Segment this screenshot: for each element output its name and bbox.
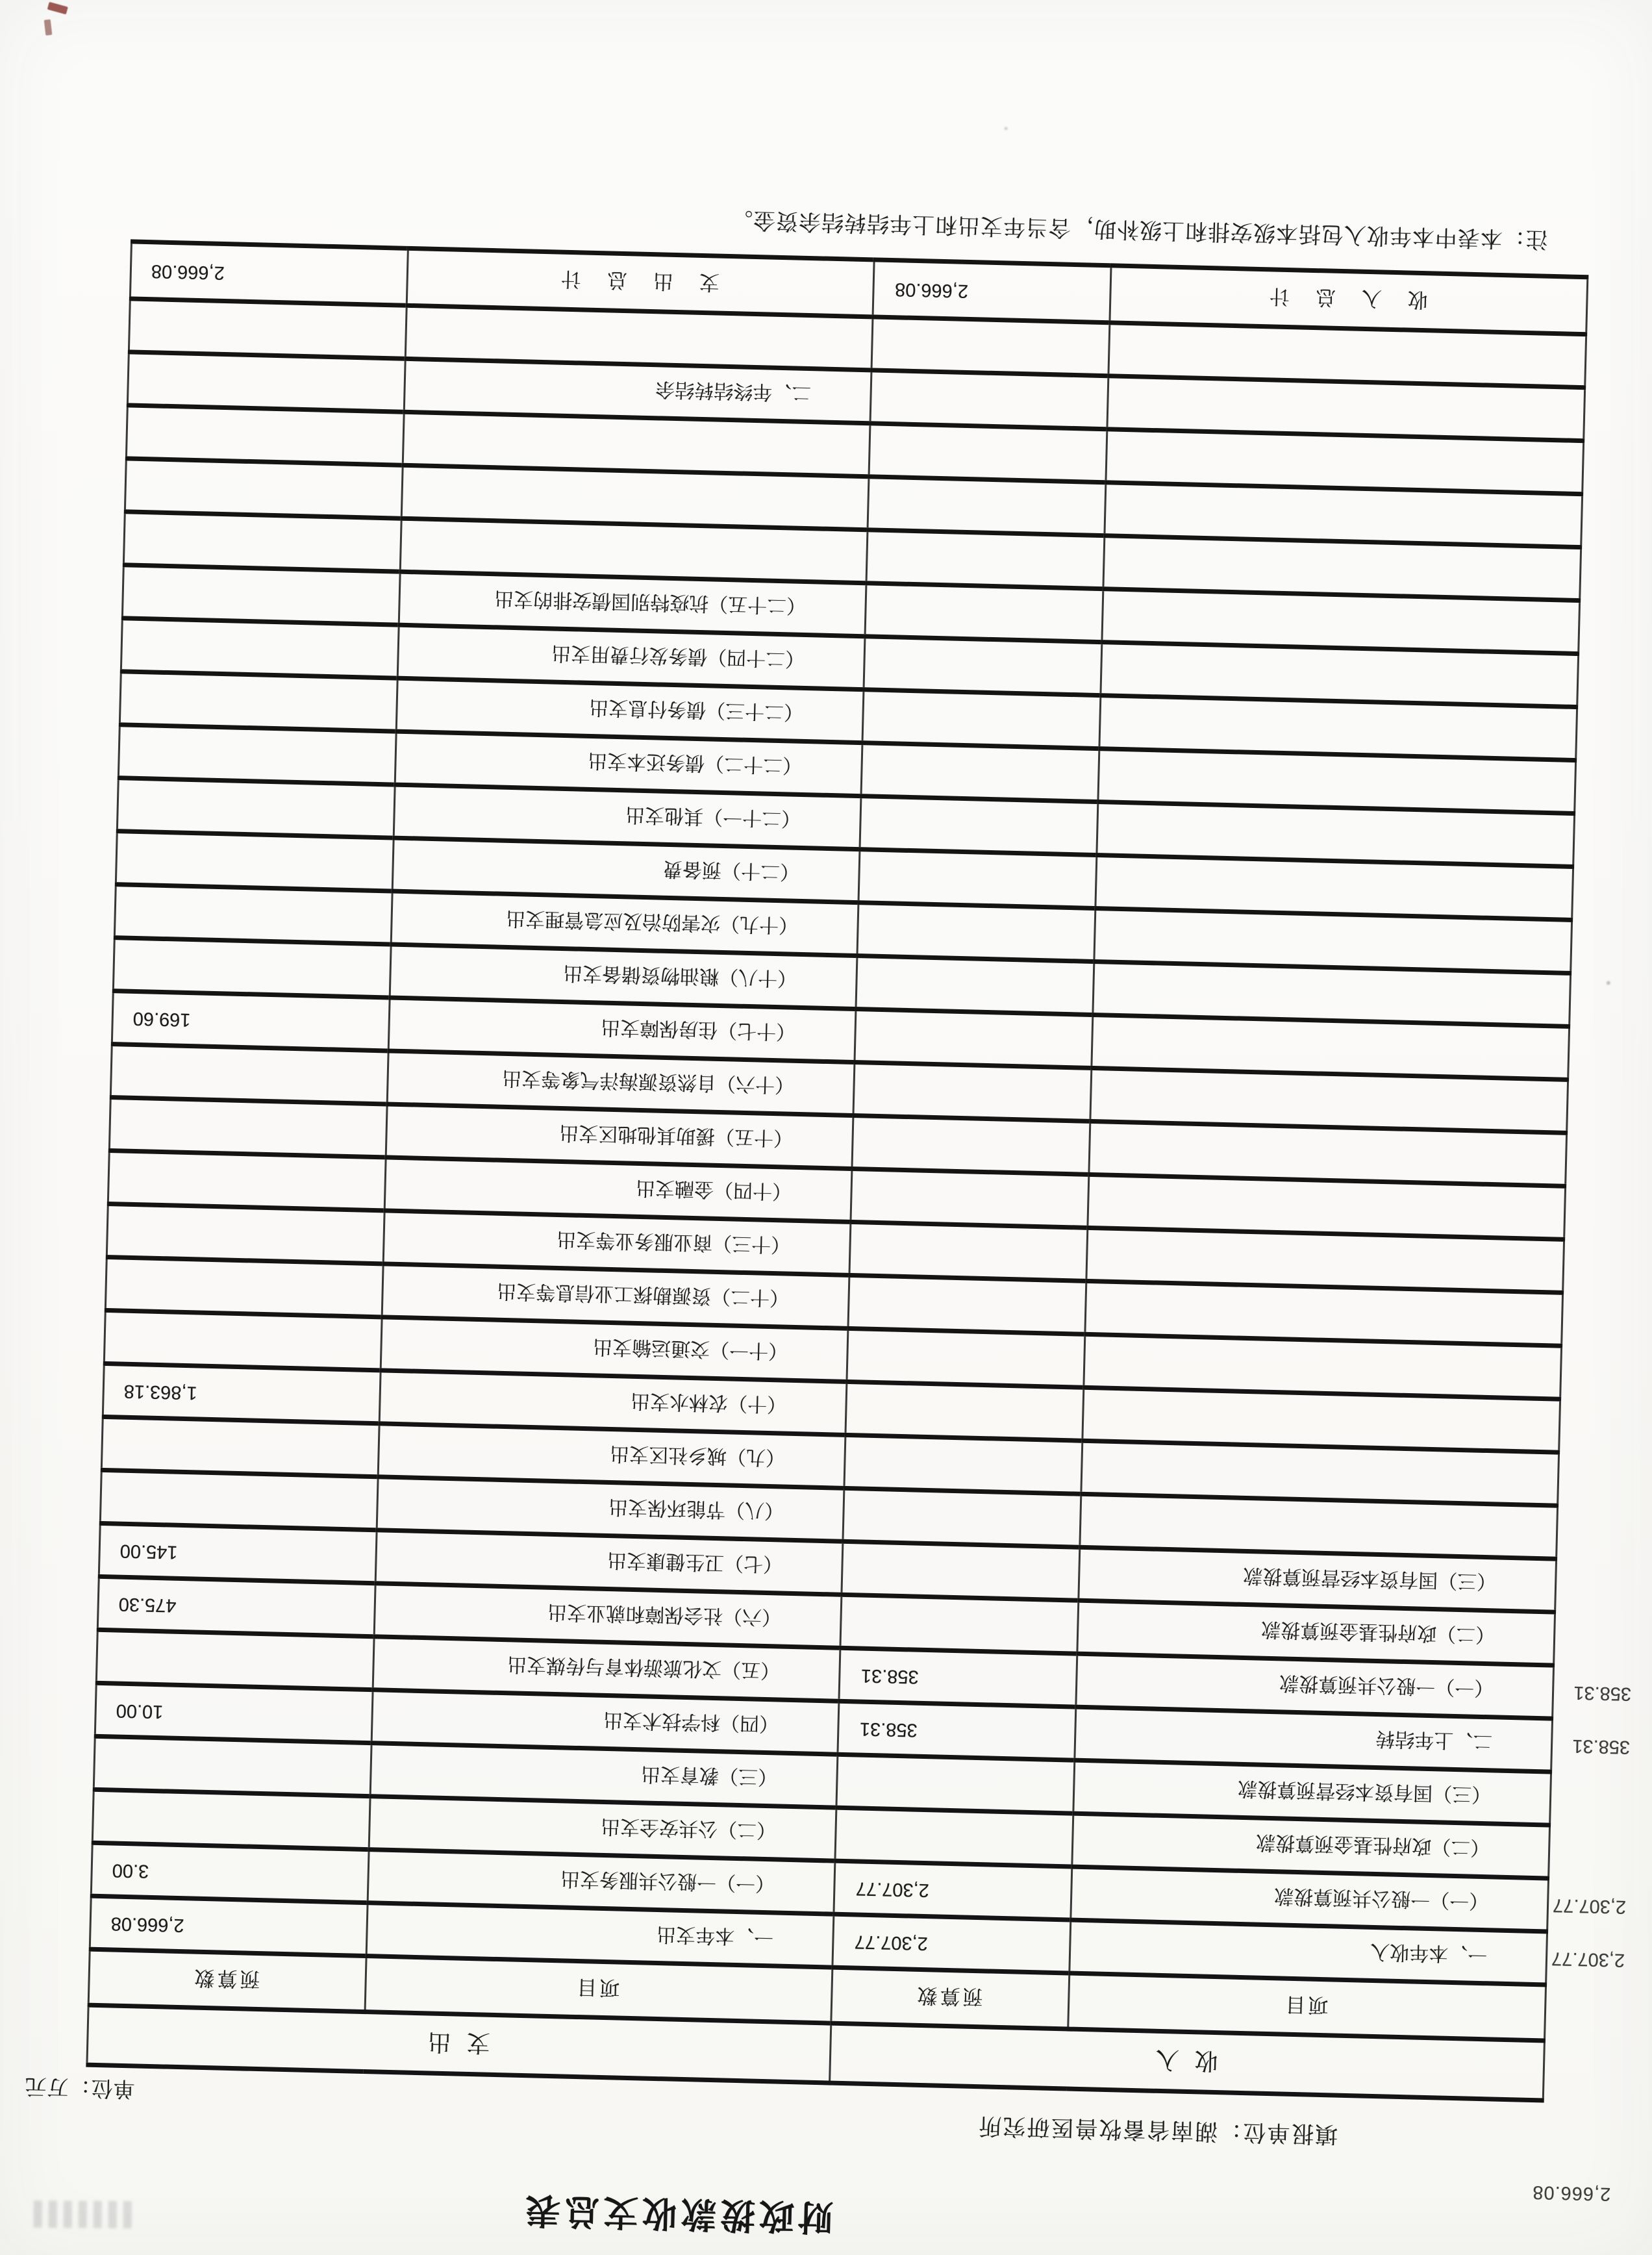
income-budget-cell [851, 1168, 1089, 1228]
income-budget-cell [862, 690, 1101, 749]
income-budget-cell [842, 1488, 1081, 1547]
expenditure-budget-cell [129, 299, 406, 359]
expenditure-item-cell: （二）公共安全支出 [369, 1796, 836, 1861]
expenditure-item-cell: 一、本年支出 [366, 1903, 834, 1968]
expenditure-item-cell: （五）文化旅游体育与传媒支出 [373, 1637, 840, 1702]
income-budget-cell: 2,307.77 [833, 1861, 1071, 1920]
income-item-column-header: 项目 [1068, 1973, 1546, 2041]
expenditure-item-cell: （二十）预备费 [392, 838, 860, 903]
expenditure-item-cell: （十五）援助其他地区支出 [386, 1104, 853, 1169]
table-footnote: 注：本表中本年收入包括本级安排和上级补助，含当年支出和上年结转结余资金。 [729, 207, 1549, 252]
expenditure-budget-cell [125, 459, 402, 518]
page-title: 财政拨款收支总表 [521, 2190, 834, 2237]
expenditure-item-cell: （十二）资源勘探工业信息等支出 [382, 1264, 849, 1329]
scan-smudge [28, 2200, 132, 2228]
expenditure-item-cell: （八）节能环保支出 [377, 1477, 844, 1542]
expenditure-budget-cell [109, 1098, 386, 1157]
expenditure-budget-cell: 10.00 [95, 1683, 372, 1743]
expenditure-total-value: 2,666.08 [130, 242, 408, 305]
income-budget-cell [841, 1541, 1079, 1600]
expenditure-budget-cell [123, 512, 401, 572]
scan-mark [44, 19, 53, 36]
income-item-cell: （一）一般公共预算拨款 2,307.77 [1071, 1867, 1549, 1932]
expenditure-budget-cell: 3.00 [91, 1843, 368, 1902]
expenditure-budget-cell: 145.00 [99, 1523, 376, 1583]
expenditure-budget-cell [116, 831, 393, 891]
expenditure-item-cell: （九）城乡社区支出 [378, 1424, 845, 1489]
expenditure-budget-cell [94, 1736, 371, 1796]
expenditure-budget-cell [110, 1044, 388, 1104]
income-budget-cell [865, 583, 1103, 642]
expenditure-item-cell: （六）社会保障和就业支出 [374, 1583, 842, 1648]
expenditure-budget-cell [101, 1417, 379, 1476]
expenditure-item-cell: （十）农林水支出 [379, 1370, 847, 1435]
expenditure-item-cell: （十一）交通运输支出 [381, 1317, 848, 1382]
income-budget-cell [860, 796, 1098, 855]
income-budget-cell [856, 956, 1094, 1015]
expenditure-item-cell: （七）卫生健康支出 [375, 1530, 843, 1595]
expenditure-item-cell: （十七）住房保障支出 [388, 998, 856, 1063]
income-item-cell: （三）国有资本经营预算拨款 [1073, 1760, 1551, 1825]
income-item-cell: 二、上年结转 358.31 [1075, 1707, 1553, 1772]
expenditure-budget-cell [121, 618, 398, 678]
income-item-cell: （二）政府性基金预算拨款 [1072, 1813, 1550, 1878]
margin-ghost-number: 2,666.08 [1531, 2182, 1611, 2205]
expenditure-budget-cell [118, 725, 395, 785]
margin-ghost-number: 358.31 [1571, 1735, 1631, 1758]
income-budget-cell [866, 530, 1105, 589]
expenditure-budget-cell: 169.60 [112, 991, 389, 1051]
expenditure-budget-column-header: 预算数 [88, 1949, 366, 2011]
expenditure-item-cell: 二、年终结转结余 [404, 359, 871, 423]
expenditure-item-cell: （二十二）债务还本支出 [395, 731, 862, 796]
expenditure-item-cell: （一）一般公共服务支出 [368, 1850, 835, 1915]
income-budget-cell [849, 1222, 1088, 1281]
expenditure-budget-cell [113, 938, 390, 998]
scan-speck [1005, 127, 1008, 130]
income-item-cell: （三）国有资本经营预算拨款 [1079, 1547, 1557, 1612]
expenditure-item-cell: （十八）粮油物资储备支出 [390, 944, 857, 1009]
income-budget-cell [868, 477, 1106, 536]
income-budget-column-header: 预算数 [831, 1967, 1069, 2029]
income-budget-cell: 358.31 [837, 1701, 1075, 1760]
expenditure-budget-cell [104, 1310, 381, 1370]
currency-unit-label: 单位：万元 [24, 2074, 135, 2102]
expenditure-budget-cell: 2,666.08 [90, 1896, 367, 1956]
income-budget-cell [852, 1116, 1090, 1175]
expenditure-item-column-header: 项目 [365, 1956, 832, 2024]
scan-mark [47, 2, 68, 15]
income-budget-cell [846, 1328, 1084, 1387]
expenditure-item-cell: （十六）自然资源海洋气象等支出 [387, 1051, 855, 1116]
income-budget-cell [853, 1063, 1092, 1122]
income-budget-cell [845, 1381, 1083, 1441]
expenditure-item-cell: （二十三）债务付息支出 [396, 678, 864, 743]
expenditure-budget-cell [122, 565, 399, 625]
expenditure-budget-cell [96, 1630, 373, 1689]
expenditure-budget-cell: 475.30 [97, 1576, 375, 1636]
margin-ghost-number: 2,307.77 [1551, 1948, 1625, 1971]
income-budget-cell [857, 903, 1095, 962]
margin-ghost-number: 2,307.77 [1552, 1895, 1627, 1918]
expenditure-item-cell: （二十一）其他支出 [394, 785, 861, 850]
expenditure-budget-cell [100, 1470, 377, 1530]
income-budget-cell: 358.31 [838, 1648, 1077, 1707]
income-budget-cell [855, 1009, 1093, 1068]
income-budget-cell [840, 1594, 1078, 1654]
expenditure-item-cell: （十三）商业服务业等支出 [383, 1211, 851, 1276]
income-budget-cell [836, 1754, 1074, 1813]
income-item-cell: 一、本年收入 2,307.77 [1070, 1920, 1547, 1985]
expenditure-budget-cell [117, 778, 394, 838]
income-budget-cell [858, 850, 1097, 909]
income-total-label: 收入总计 [1110, 266, 1588, 334]
fiscal-appropriation-table [86, 239, 1632, 2102]
expenditure-budget-cell [108, 1151, 385, 1211]
expenditure-budget-cell [126, 405, 403, 465]
expenditure-budget-cell [127, 352, 405, 412]
expenditure-section-header: 支出 [87, 2005, 831, 2083]
income-item-cell: （二）政府性基金预算拨款 [1077, 1600, 1555, 1665]
income-budget-cell [844, 1435, 1082, 1494]
income-budget-cell: 2,307.77 [832, 1914, 1070, 1973]
income-budget-cell [847, 1275, 1086, 1334]
expenditure-item-cell: （三）教育支出 [370, 1743, 838, 1808]
income-item-cell: （一）一般公共预算拨款 358.31 [1076, 1654, 1554, 1719]
income-budget-cell [864, 636, 1102, 696]
margin-ghost-number: 358.31 [1573, 1682, 1632, 1705]
income-budget-cell [871, 317, 1110, 376]
expenditure-item-cell: （十九）灾害防治及应急管理支出 [391, 891, 858, 956]
expenditure-budget-cell: 1,863.18 [103, 1363, 380, 1423]
expenditure-item-cell: （十四）金融支出 [384, 1157, 852, 1222]
expenditure-budget-cell [114, 885, 392, 944]
expenditure-budget-cell [105, 1257, 382, 1316]
expenditure-item-cell: （二十五）抗疫特别国债安排的支出 [399, 572, 866, 636]
scan-speck [1607, 981, 1610, 985]
income-budget-cell [869, 423, 1107, 483]
expenditure-total-label: 支出总计 [407, 248, 874, 317]
income-section-header: 收入 [829, 2023, 1544, 2100]
expenditure-item-cell: （四）科学技术支出 [371, 1690, 839, 1755]
expenditure-item-cell: （二十四）债务发行费用支出 [397, 625, 865, 690]
income-budget-cell [834, 1808, 1073, 1867]
expenditure-budget-cell [119, 672, 397, 731]
reporting-unit-label: 填报单位：湖南省畜牧兽医研究所 [977, 2113, 1338, 2147]
expenditure-budget-cell [92, 1789, 369, 1849]
expenditure-budget-cell [106, 1204, 384, 1264]
income-budget-cell [870, 370, 1108, 429]
income-total-value: 2,666.08 [873, 260, 1112, 323]
income-budget-cell [861, 743, 1099, 802]
